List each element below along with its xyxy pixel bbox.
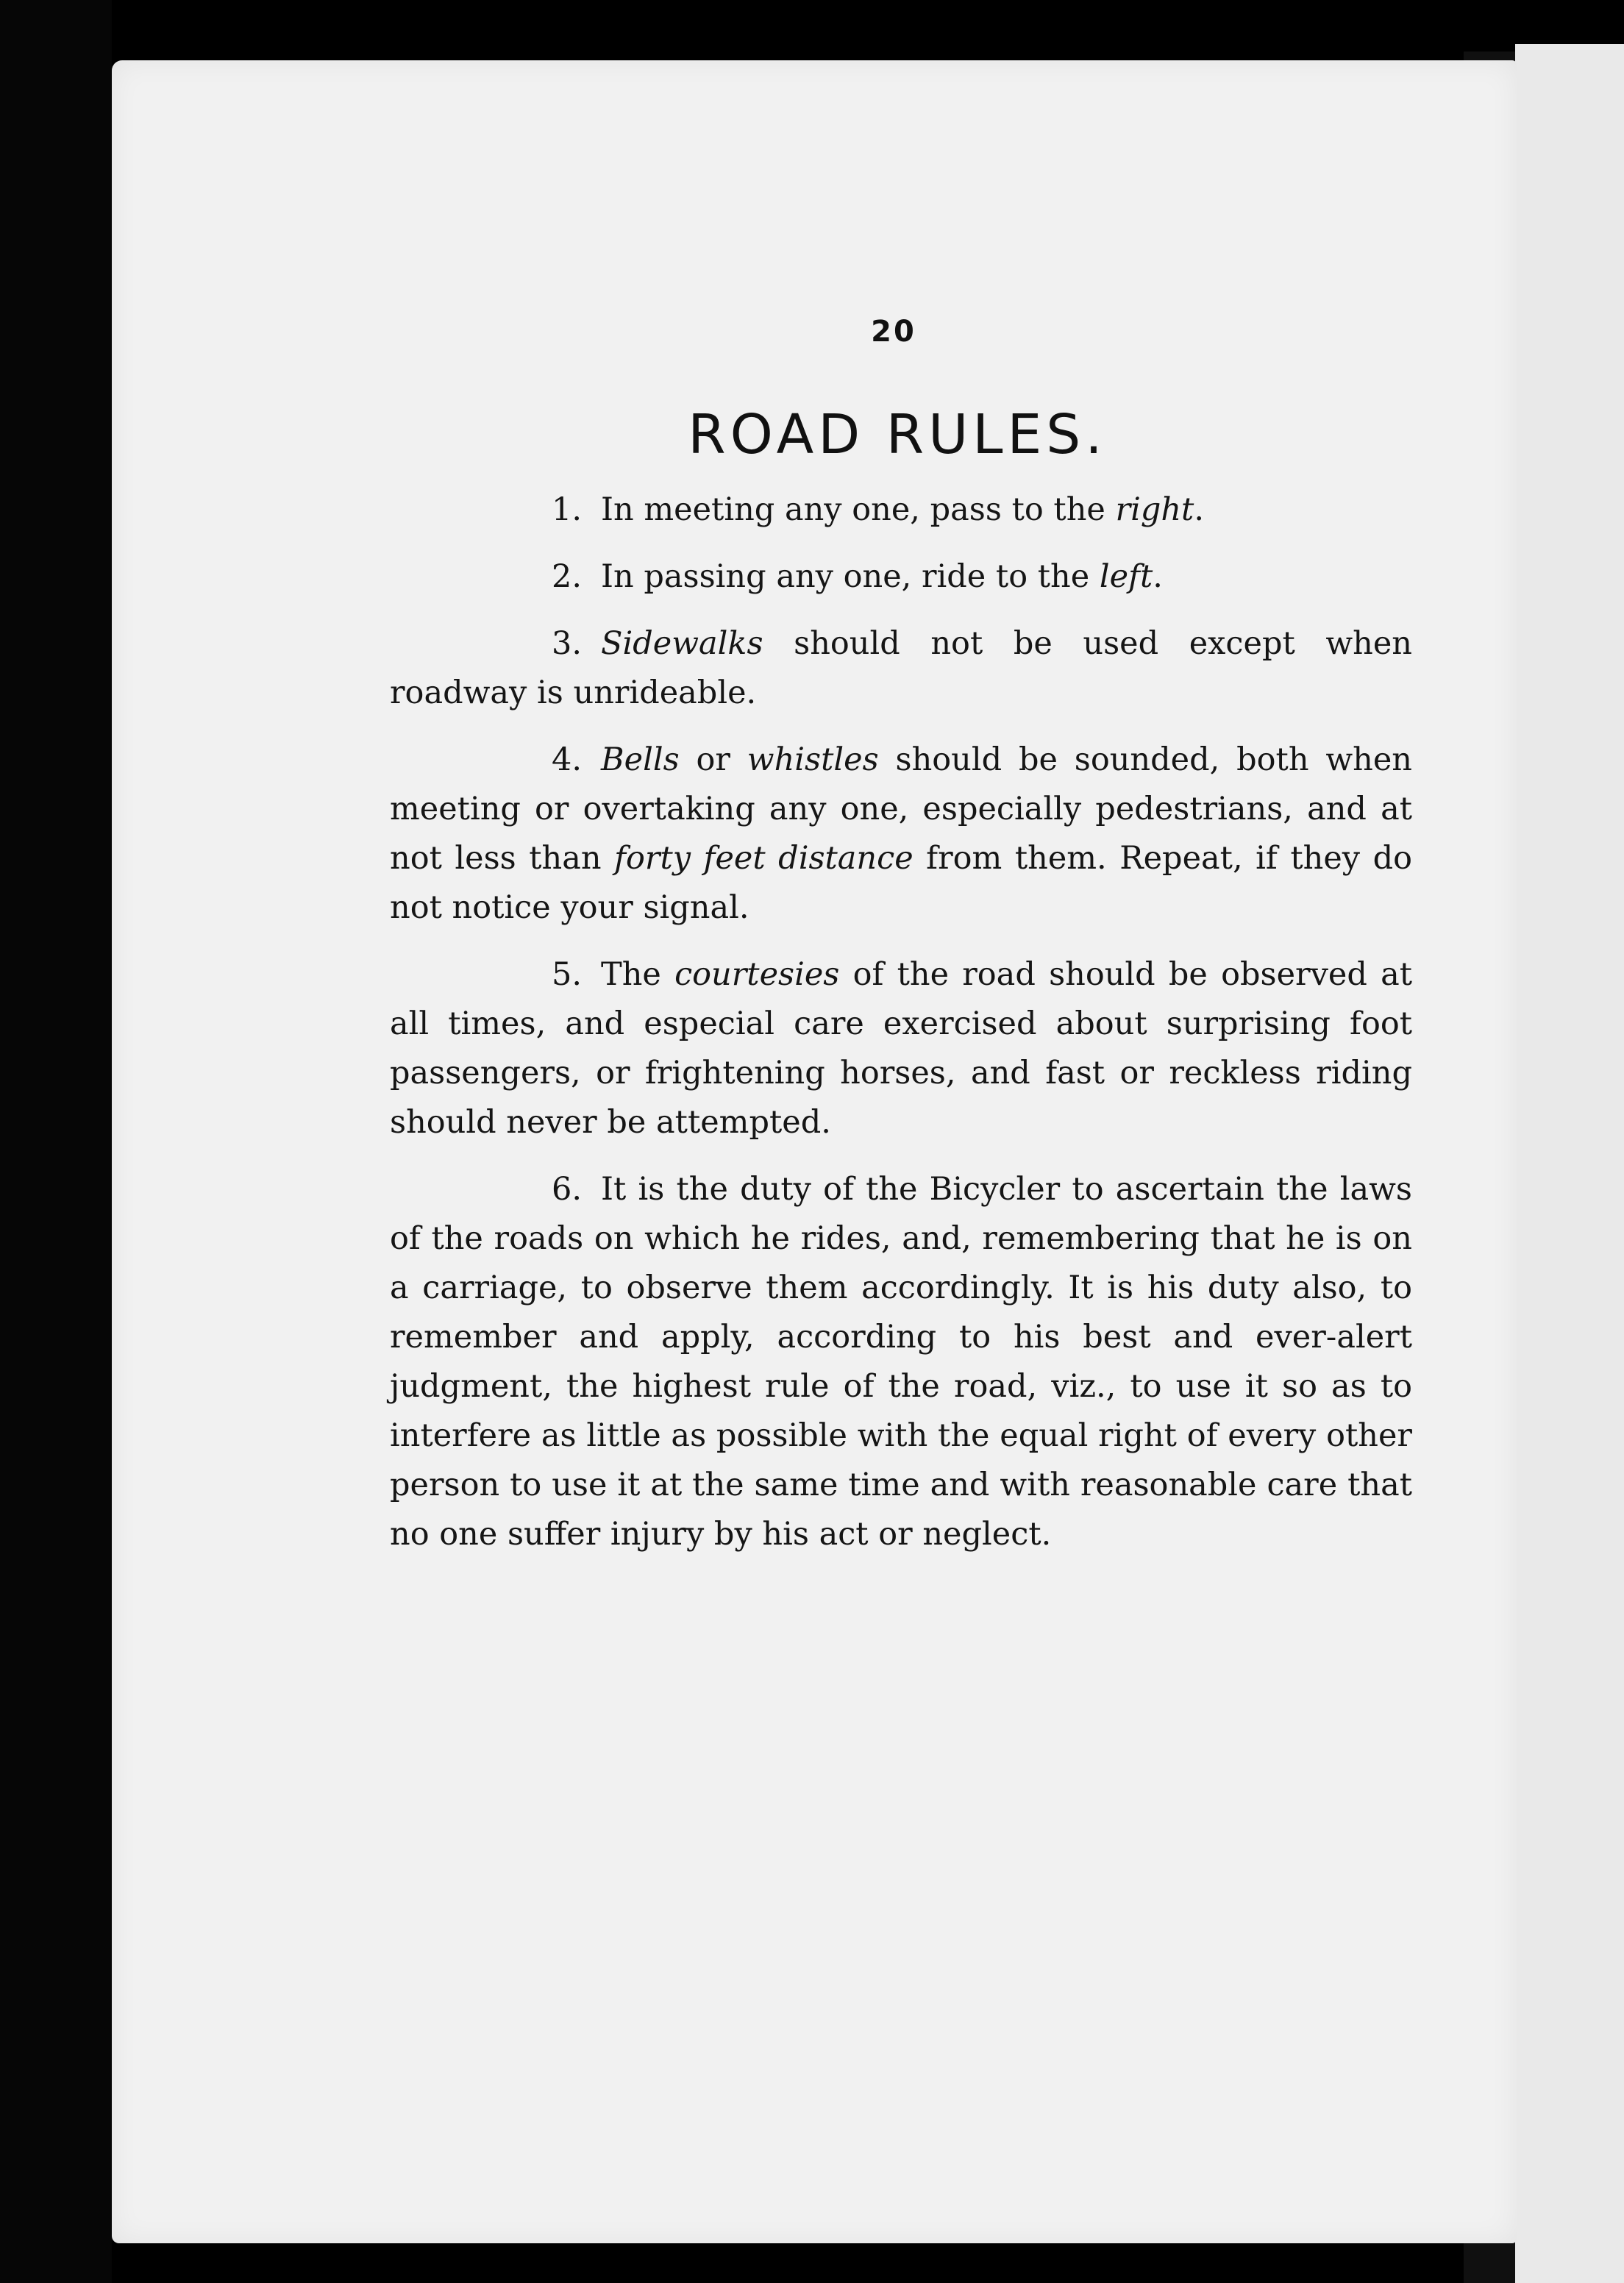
rules-list	[390, 485, 1412, 1577]
rule-2	[390, 552, 1412, 602]
rule-1	[390, 485, 1412, 535]
rule-number: 5.	[552, 956, 583, 993]
rule-number: 1.	[552, 491, 583, 528]
rule-emphasis: forty feet distance	[614, 840, 914, 877]
rule-emphasis: whistles	[747, 741, 879, 778]
scan-left-margin	[0, 0, 112, 2283]
rule-text: or	[679, 741, 747, 778]
rule-text: In passing any one, ride to the	[601, 558, 1100, 595]
rule-emphasis: courtesies	[674, 956, 840, 993]
rule-number: 6.	[552, 1171, 583, 1208]
rule-6	[390, 1165, 1412, 1559]
page-number: 20	[871, 315, 916, 349]
rule-text: The	[601, 956, 675, 993]
page-title: ROAD RULES.	[688, 403, 1107, 466]
rule-emphasis: Bells	[601, 741, 680, 778]
rule-text: from them. Repeat, if they do not notice your signal.	[390, 840, 1412, 926]
rule-emphasis: right	[1115, 491, 1194, 528]
rule-number: 2.	[552, 558, 583, 595]
adjacent-page-strip	[1515, 44, 1624, 2283]
rule-text: .	[1194, 491, 1205, 528]
rule-5	[390, 950, 1412, 1147]
rule-text: of the road should be observed at all times, and especial care exercised about surprising foot passengers, or frightening horses, and fast or reckless riding should never be attempted.	[390, 956, 1412, 1141]
rule-emphasis: left	[1099, 558, 1153, 595]
rule-text: should not be used except when roadway is unrideable.	[390, 625, 1412, 711]
rule-4	[390, 736, 1412, 933]
rule-number: 4.	[552, 741, 583, 778]
rule-emphasis: Sidewalks	[601, 625, 763, 662]
rule-text: In meeting any one, pass to the	[601, 491, 1116, 528]
rule-text: It is the duty of the Bicycler to ascertain the laws of the roads on which he rides, and, remembering that he is on a carriage, to observe them accordingly. It is his duty also, to remember and apply, according to his best and ever-alert judgment, the highest rule of the road, viz., to use it so as to interfere as little as possible with the equal right of every other person to use it at the same time and with reasonable care that no one suffer injury by his act or neglect.	[390, 1171, 1412, 1553]
rule-text: should be sounded, both when meeting or overtaking any one, especially pedestrians, and at not less than	[390, 741, 1412, 877]
rule-3	[390, 619, 1412, 718]
rule-number: 3.	[552, 625, 583, 662]
rule-text: .	[1153, 558, 1163, 595]
